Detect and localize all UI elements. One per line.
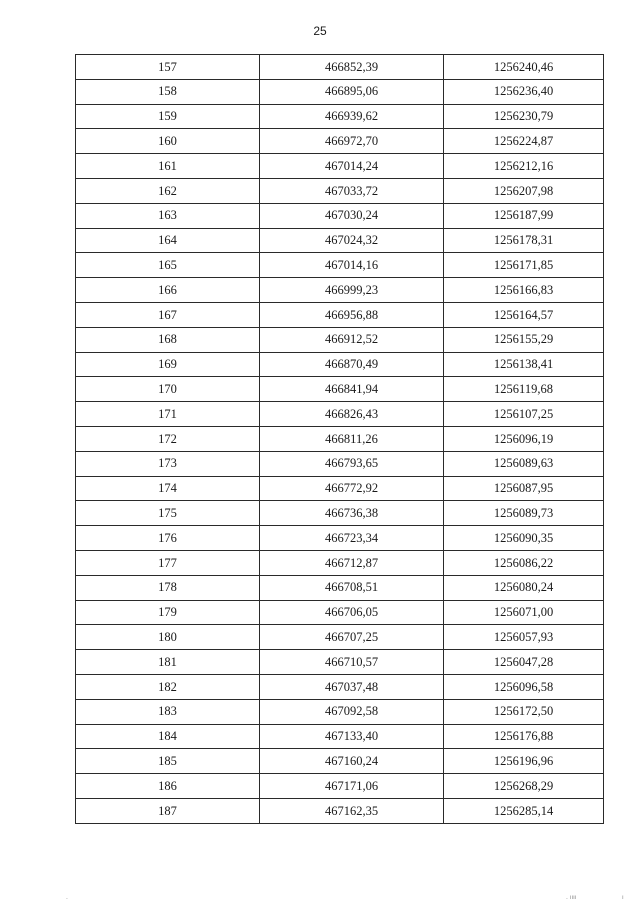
- table-row: [76, 129, 604, 154]
- point-number-cell: 172: [76, 426, 260, 451]
- y-coordinate-cell: 1256090,35: [444, 526, 604, 551]
- point-number-cell: 165: [76, 253, 260, 278]
- point-number-cell: 175: [76, 501, 260, 526]
- table-row: [76, 327, 604, 352]
- y-coordinate-cell: 1256176,88: [444, 724, 604, 749]
- x-coordinate-cell: 466736,38: [260, 501, 444, 526]
- y-coordinate-cell: 1256089,63: [444, 451, 604, 476]
- x-coordinate-cell: 467092,58: [260, 699, 444, 724]
- y-coordinate-cell: 1256071,00: [444, 600, 604, 625]
- x-coordinate-cell: 467030,24: [260, 203, 444, 228]
- footer-scan-marks: [0, 891, 640, 901]
- y-coordinate-cell: 1256096,19: [444, 426, 604, 451]
- point-number-cell: 183: [76, 699, 260, 724]
- point-number-cell: 181: [76, 650, 260, 675]
- point-number-cell: 161: [76, 154, 260, 179]
- point-number-cell: 160: [76, 129, 260, 154]
- footer-mark-far-right: ı: [622, 894, 624, 901]
- point-number-cell: 159: [76, 104, 260, 129]
- point-number-cell: 176: [76, 526, 260, 551]
- x-coordinate-cell: 466852,39: [260, 55, 444, 80]
- y-coordinate-cell: 1256172,50: [444, 699, 604, 724]
- point-number-cell: 177: [76, 550, 260, 575]
- x-coordinate-cell: 466939,62: [260, 104, 444, 129]
- point-number-cell: 179: [76, 600, 260, 625]
- x-coordinate-cell: 466708,51: [260, 575, 444, 600]
- x-coordinate-cell: 466841,94: [260, 377, 444, 402]
- point-number-cell: 171: [76, 402, 260, 427]
- table-row: [76, 501, 604, 526]
- x-coordinate-cell: 466999,23: [260, 278, 444, 303]
- point-number-cell: 163: [76, 203, 260, 228]
- table-row: [76, 699, 604, 724]
- x-coordinate-cell: 466811,26: [260, 426, 444, 451]
- table-row: [76, 278, 604, 303]
- point-number-cell: 162: [76, 178, 260, 203]
- page-number: 25: [313, 24, 327, 38]
- x-coordinate-cell: 467133,40: [260, 724, 444, 749]
- y-coordinate-cell: 1256236,40: [444, 79, 604, 104]
- x-coordinate-cell: 467162,35: [260, 798, 444, 823]
- y-coordinate-cell: 1256240,46: [444, 55, 604, 80]
- table-row: [76, 402, 604, 427]
- point-number-cell: 157: [76, 55, 260, 80]
- table-row: [76, 154, 604, 179]
- table-row: [76, 352, 604, 377]
- point-number-cell: 185: [76, 749, 260, 774]
- x-coordinate-cell: 466710,57: [260, 650, 444, 675]
- x-coordinate-cell: 467171,06: [260, 774, 444, 799]
- point-number-cell: 166: [76, 278, 260, 303]
- y-coordinate-cell: 1256096,58: [444, 674, 604, 699]
- point-number-cell: 178: [76, 575, 260, 600]
- point-number-cell: 184: [76, 724, 260, 749]
- x-coordinate-cell: 466826,43: [260, 402, 444, 427]
- x-coordinate-cell: 466706,05: [260, 600, 444, 625]
- point-number-cell: 167: [76, 302, 260, 327]
- y-coordinate-cell: 1256086,22: [444, 550, 604, 575]
- y-coordinate-cell: 1256087,95: [444, 476, 604, 501]
- table-row: [76, 79, 604, 104]
- table-row: [76, 575, 604, 600]
- y-coordinate-cell: 1256224,87: [444, 129, 604, 154]
- point-number-cell: 164: [76, 228, 260, 253]
- x-coordinate-cell: 467033,72: [260, 178, 444, 203]
- point-number-cell: 168: [76, 327, 260, 352]
- x-coordinate-cell: 467014,16: [260, 253, 444, 278]
- x-coordinate-cell: 467014,24: [260, 154, 444, 179]
- x-coordinate-cell: 467160,24: [260, 749, 444, 774]
- table-row: [76, 104, 604, 129]
- x-coordinate-cell: 466772,92: [260, 476, 444, 501]
- y-coordinate-cell: 1256047,28: [444, 650, 604, 675]
- y-coordinate-cell: 1256164,57: [444, 302, 604, 327]
- table-row: [76, 798, 604, 823]
- y-coordinate-cell: 1256196,96: [444, 749, 604, 774]
- table-row: [76, 55, 604, 80]
- x-coordinate-cell: 467024,32: [260, 228, 444, 253]
- point-number-cell: 158: [76, 79, 260, 104]
- table-row: [76, 228, 604, 253]
- table-row: [76, 476, 604, 501]
- table-row: [76, 253, 604, 278]
- coordinates-table: [75, 54, 604, 824]
- table-row: [76, 774, 604, 799]
- point-number-cell: 186: [76, 774, 260, 799]
- point-number-cell: 169: [76, 352, 260, 377]
- y-coordinate-cell: 1256171,85: [444, 253, 604, 278]
- y-coordinate-cell: 1256285,14: [444, 798, 604, 823]
- y-coordinate-cell: 1256057,93: [444, 625, 604, 650]
- y-coordinate-cell: 1256212,16: [444, 154, 604, 179]
- table-row: [76, 426, 604, 451]
- x-coordinate-cell: 466707,25: [260, 625, 444, 650]
- table-row: [76, 302, 604, 327]
- y-coordinate-cell: 1256178,31: [444, 228, 604, 253]
- table-row: [76, 625, 604, 650]
- table-row: [76, 526, 604, 551]
- table-row: [76, 178, 604, 203]
- footer-mark-left: .: [66, 894, 68, 901]
- point-number-cell: 182: [76, 674, 260, 699]
- y-coordinate-cell: 1256089,73: [444, 501, 604, 526]
- y-coordinate-cell: 1256107,25: [444, 402, 604, 427]
- x-coordinate-cell: 466895,06: [260, 79, 444, 104]
- table-row: [76, 650, 604, 675]
- table-row: [76, 550, 604, 575]
- x-coordinate-cell: 467037,48: [260, 674, 444, 699]
- x-coordinate-cell: 466793,65: [260, 451, 444, 476]
- x-coordinate-cell: 466712,87: [260, 550, 444, 575]
- y-coordinate-cell: 1256230,79: [444, 104, 604, 129]
- point-number-cell: 174: [76, 476, 260, 501]
- table-row: [76, 674, 604, 699]
- table-row: [76, 451, 604, 476]
- point-number-cell: 170: [76, 377, 260, 402]
- footer-mark-right: . ıııı: [566, 894, 577, 901]
- x-coordinate-cell: 466723,34: [260, 526, 444, 551]
- x-coordinate-cell: 466870,49: [260, 352, 444, 377]
- x-coordinate-cell: 466956,88: [260, 302, 444, 327]
- y-coordinate-cell: 1256268,29: [444, 774, 604, 799]
- point-number-cell: 180: [76, 625, 260, 650]
- y-coordinate-cell: 1256155,29: [444, 327, 604, 352]
- point-number-cell: 187: [76, 798, 260, 823]
- x-coordinate-cell: 466912,52: [260, 327, 444, 352]
- y-coordinate-cell: 1256080,24: [444, 575, 604, 600]
- coordinates-table-body: [76, 55, 604, 824]
- table-row: [76, 600, 604, 625]
- table-row: [76, 749, 604, 774]
- y-coordinate-cell: 1256119,68: [444, 377, 604, 402]
- table-row: [76, 724, 604, 749]
- y-coordinate-cell: 1256187,99: [444, 203, 604, 228]
- point-number-cell: 173: [76, 451, 260, 476]
- table-row: [76, 377, 604, 402]
- y-coordinate-cell: 1256207,98: [444, 178, 604, 203]
- x-coordinate-cell: 466972,70: [260, 129, 444, 154]
- y-coordinate-cell: 1256138,41: [444, 352, 604, 377]
- table-row: [76, 203, 604, 228]
- y-coordinate-cell: 1256166,83: [444, 278, 604, 303]
